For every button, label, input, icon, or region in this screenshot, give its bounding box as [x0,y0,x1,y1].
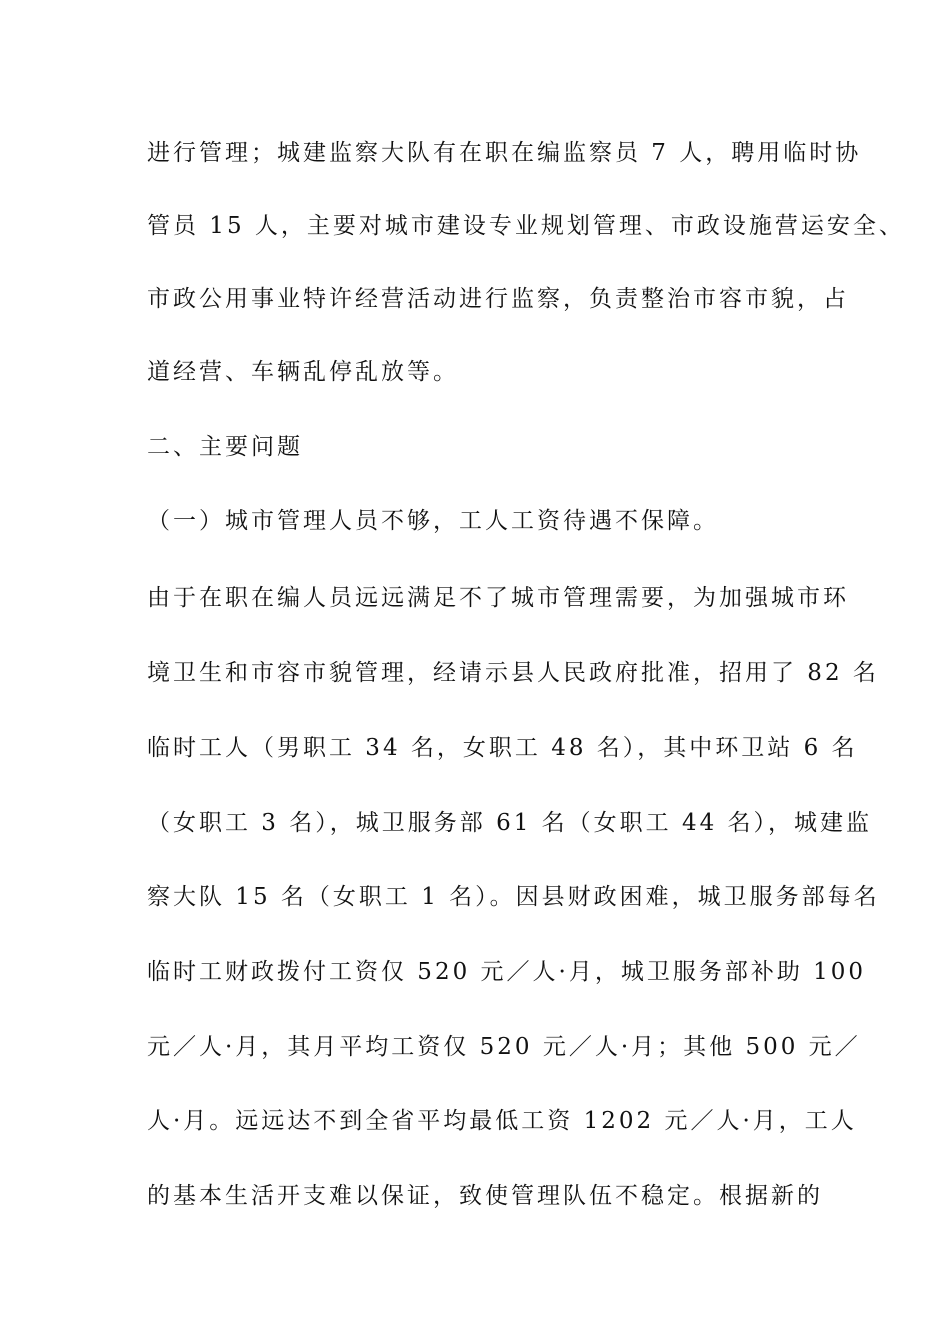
text-line: 人·月。远远达不到全省平均最低工资 1202 元／人·月，工人 [147,1108,857,1134]
subsection-heading: （一）城市管理人员不够，工人工资待遇不保障。 [147,508,719,534]
text-line: 道经营、车辆乱停乱放等。 [147,359,459,385]
section-heading: 二、主要问题 [147,434,303,460]
text-line: 的基本生活开支难以保证，致使管理队伍不稳定。根据新的 [147,1183,823,1209]
text-line: 进行管理；城建监察大队有在职在编监察员 7 人，聘用临时协 [147,140,862,166]
text-line: 境卫生和市容市貌管理，经请示县人民政府批准，招用了 82 名 [147,660,879,686]
text-line: 临时工财政拨付工资仅 520 元／人·月，城卫服务部补助 100 [147,959,867,985]
text-line: 元／人·月，其月平均工资仅 520 元／人·月；其他 500 元／ [147,1034,861,1060]
text-line: （女职工 3 名），城卫服务部 61 名（女职工 44 名），城建监 [147,810,873,836]
text-line: 察大队 15 名（女职工 1 名）。因县财政困难，城卫服务部每名 [147,884,880,910]
text-line: 由于在职在编人员远远满足不了城市管理需要，为加强城市环 [147,585,849,611]
text-line: 临时工人（男职工 34 名，女职工 48 名），其中环卫站 6 名 [147,735,858,761]
text-line: 市政公用事业特许经营活动进行监察，负责整治市容市貌，占 [147,286,849,312]
text-line: 管员 15 人，主要对城市建设专业规划管理、市政设施营运安全、 [147,213,905,239]
